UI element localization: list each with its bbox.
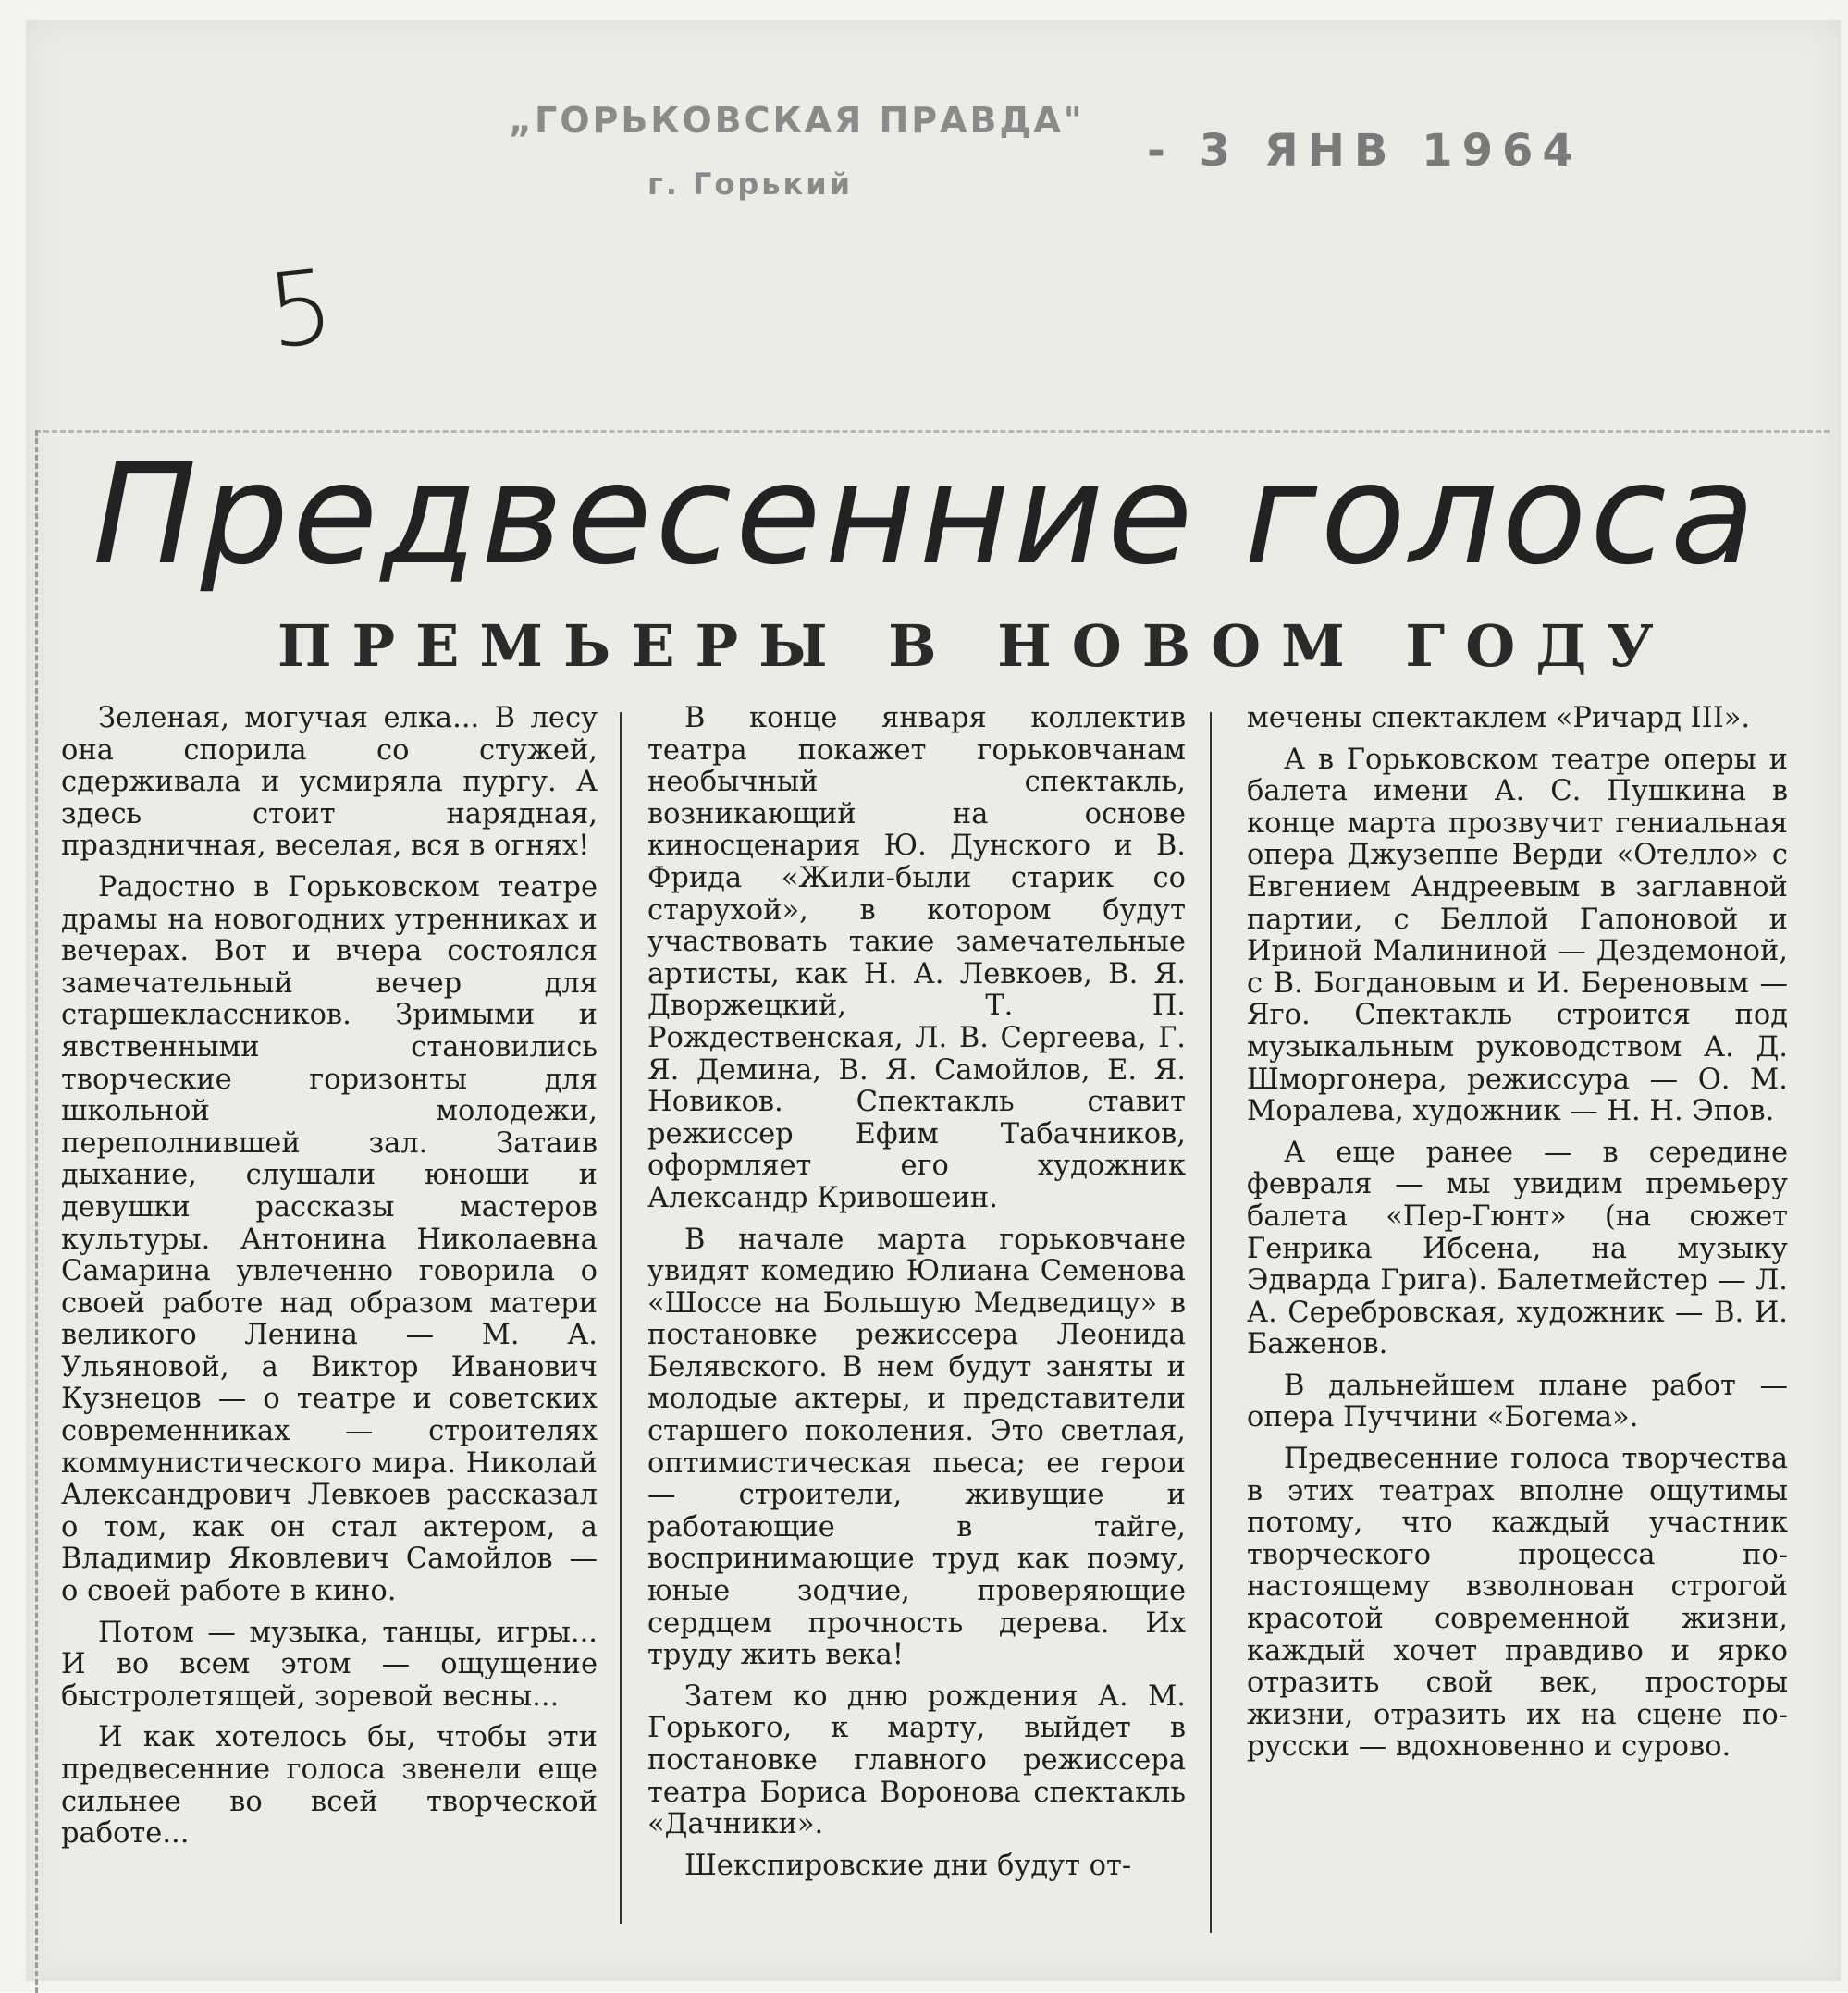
- paragraph: Затем ко дню рождения А. М. Горького, к марту, выйдет в постановке главного режиссера театра Бориса Воронова спектакль «Дачники».: [647, 1679, 1186, 1841]
- article-headline: Предвесенние голоса: [92, 435, 1759, 596]
- paragraph: Потом — музыка, танцы, игры... И во всем этом — ощущение быстролетящей, зоревой весны...: [61, 1616, 598, 1713]
- paragraph: Предвесенние голоса творчества в этих театрах вполне ощутимы потому, что каждый участник творческого процесса по-настоящему взволнован строгой красотой современной жизни, каждый хочет правдиво и ярко отразить свой век, просторы жизни, отразить их на сцене по-русски — вдохновенно и сурово.: [1247, 1443, 1788, 1764]
- paragraph: Радостно в Горьковском театре драмы на новогодних утренниках и вечерах. Вот и вчера состоялся замечательный вечер для старшеклассников. Зримыми и явственными становились творческие горизонты для школьной молодежи, переполнившей зал. Затаив дыхание, слушали юноши и девушки рассказы мастеров культуры. Антонина Николаевна Самарина увлеченно говорила о своей работе над образом матери великого Ленина — М. А. Ульяновой, а Виктор Иванович Кузнецов — о театре и советских современниках — строителях коммунистического мира. Николай Александрович Левкоев рассказал о том, как он стал актером, а Владимир Яковлевич Самойлов — о своей работе в кино.: [61, 870, 598, 1608]
- article-subheadline: ПРЕМЬЕРЫ В НОВОМ ГОДУ: [277, 612, 1674, 680]
- cut-edge-left: [35, 430, 43, 1993]
- newspaper-name-stamp: „ГОРЬКОВСКАЯ ПРАВДА": [509, 100, 1085, 141]
- paragraph: В конце января коллектив театра покажет горьковчанам необычный спектакль, возникающий на основе киносценария Ю. Дунского и В. Фрида «Жили-были старик со старухой», в котором будут участвовать такие замечательные артисты, как Н. А. Левкоев, В. Я. Дворжецкий, Т. П. Рождественская, Л. В. Сергеева, Г. Я. Демина, В. Я. Самойлов, Е. Я. Новиков. Спектакль ставит режиссер Ефим Табачников, оформляет его художник Александр Кривошеин.: [647, 702, 1186, 1214]
- paragraph: А еще ранее — в середине февраля — мы увидим премьеру балета «Пер-Гюнт» (на сюжет Генрика Ибсена, на музыку Эдварда Грига). Балетмейстер — Л. А. Серебровская, художник — В. И. Баженов.: [1247, 1136, 1788, 1361]
- paragraph: мечены спектаклем «Ричард III».: [1247, 702, 1751, 734]
- column-divider: [620, 712, 622, 1924]
- date-stamp: - 3 ЯНВ 1964: [1147, 125, 1583, 177]
- paragraph: Шекспировские дни будут от-: [684, 1849, 1132, 1882]
- article-column-1: [61, 703, 598, 1860]
- paragraph: А в Горьковском театре оперы и балета имени А. С. Пушкина в конце марта прозвучит гениальная опера Джузеппе Верди «Отелло» с Евгением Андреевым в заглавной партии, с Беллой Гапоновой и Ириной Малининой — Дездемоной, с В. Богдановым и И. Береновым — Яго. Спектакль строится под музыкальным руководством А. Д. Шморгонера, режиссура — О. М. Моралева, художник — Н. Н. Эпов.: [1247, 743, 1788, 1128]
- article-column-2: [647, 703, 1186, 1891]
- handwritten-number: 5: [262, 246, 339, 372]
- city-stamp: г. Горький: [647, 166, 854, 202]
- paragraph: В дальнейшем плане работ — опера Пуччини «Богема».: [1247, 1369, 1788, 1434]
- paragraph: В начале марта горьковчане увидят комедию Юлиана Семенова «Шоссе на Большую Медведицу» в постановке режиссера Леонида Белявского. В нем будут заняты и молодые актеры, и представители старшего поколения. Это светлая, оптимистическая пьеса; ее герои — строители, живущие и работающие в тайге, воспринимающие труд как поэму, юные зодчие, проверяющие сердцем прочность дерева. Их труду жить века!: [647, 1223, 1186, 1672]
- paragraph: Зеленая, могучая елка... В лесу она спорила со стужей, сдерживала и усмиряла пургу. А здесь стоит нарядная, праздничная, веселая, вся в огнях!: [61, 702, 598, 863]
- column-divider: [1210, 712, 1212, 1933]
- article-column-3: [1247, 703, 1788, 1773]
- paragraph: И как хотелось бы, чтобы эти предвесенние голоса звенели еще сильнее во всей творческой работе...: [61, 1721, 598, 1851]
